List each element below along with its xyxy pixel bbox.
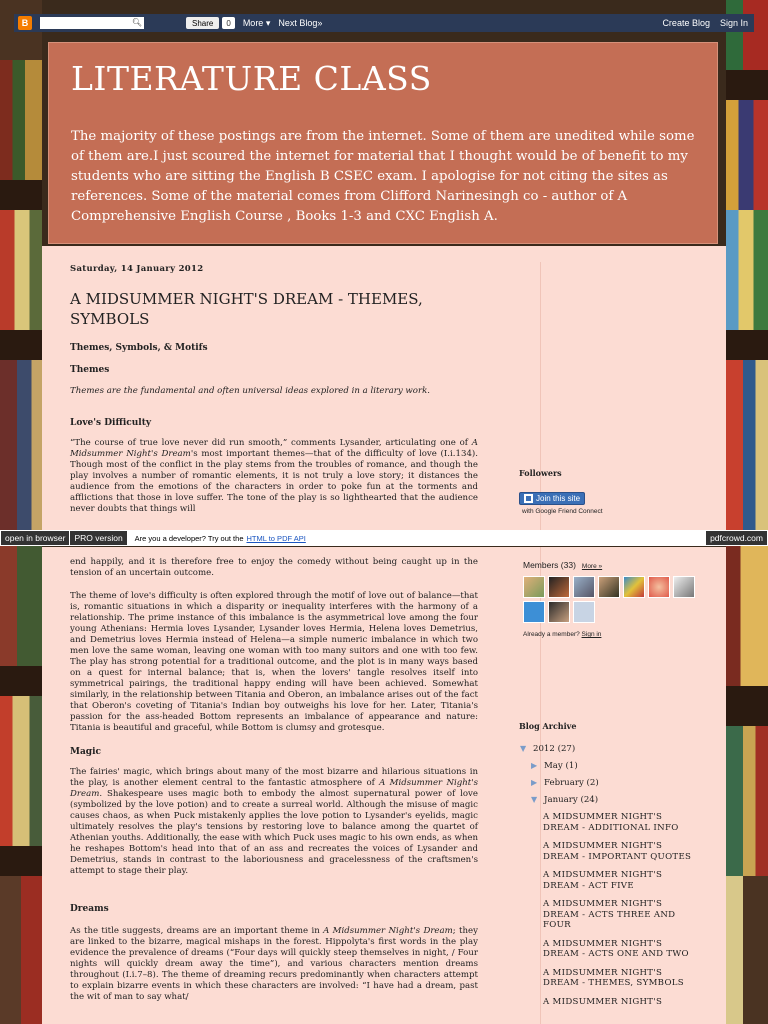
members-widget xyxy=(523,560,723,638)
join-site-label: Join this site xyxy=(536,494,581,503)
blogger-logo-icon[interactable]: B xyxy=(18,16,32,30)
blogger-navbar xyxy=(14,14,754,32)
search-icon[interactable]: 🔍︎ xyxy=(131,18,142,27)
dreams-paragraph xyxy=(70,926,478,1003)
archive-post-link[interactable]: A MIDSUMMER NIGHT'S DREAM - THEMES, SYMBOLS xyxy=(543,967,684,988)
create-blog-link[interactable]: Create Blog xyxy=(662,18,710,28)
blog-title[interactable]: LITERATURE CLASS xyxy=(71,59,432,98)
blog-header xyxy=(48,42,718,244)
avatar[interactable] xyxy=(548,601,570,623)
themes-heading: Themes xyxy=(70,365,110,375)
archive-month-label[interactable]: May xyxy=(544,760,563,771)
section-heading: Themes, Symbols, & Motifs xyxy=(70,343,208,353)
archive-post-link[interactable]: A MIDSUMMER NIGHT'S DREAM - IMPORTANT QUOTES xyxy=(543,841,692,862)
play-title-ref: A Midsummer Night's Dream xyxy=(70,438,478,459)
avatar[interactable] xyxy=(573,576,595,598)
developer-prompt: Are you a developer? Try out the xyxy=(134,533,244,543)
next-blog-link[interactable]: Next Blog» xyxy=(278,18,323,28)
archive-month-label[interactable]: January xyxy=(544,794,578,805)
members-more-link[interactable]: More » xyxy=(581,563,603,570)
member-avatars xyxy=(523,576,713,623)
post-continued xyxy=(70,557,478,1003)
expand-right-icon[interactable]: ▶ xyxy=(531,778,538,787)
play-title-ref: A Midsummer Night's Dream xyxy=(70,778,478,799)
pro-version-button[interactable]: PRO version xyxy=(70,531,126,545)
bookshelf-left xyxy=(0,0,42,1024)
archive-month-label[interactable]: February xyxy=(544,777,584,788)
loves-difficulty-continued: end happily, and it is therefore free to enjoy the comedy without being caught up in the tension of an uncertain outcome. xyxy=(70,557,478,578)
blog-description: The majority of these postings are from the internet. Some of them are unedited while some of them are.I just scoured the internet for material that I thought would be of benefit to my students who are sitting the English B CSEC exam. I apologise for not citing the sites as references. Some of the material comes from Clifford Narinesingh co - author of A Comprehensive English Course , Books 1-3 and CXC English A. xyxy=(71,129,695,224)
already-member-row xyxy=(523,631,723,638)
gfc-icon xyxy=(524,494,533,503)
magic-paragraph xyxy=(70,767,478,877)
archive-month-may[interactable] xyxy=(531,757,710,774)
text-run: ; they are linked to the bizarre, magical mishaps in the forest. Hippolyta's first words in the play evidence the prevalence of dreams (“Four days will quickly steep themselves in night, / Four nights will quickly dream away the time”), and various characters mention dreams throughout (I.i.7–8). The theme of dreaming recurs predominantly when characters attempt to explain bizarre events in which these characters are involved: “I have had a dream, past the wit of man to say what/ xyxy=(70,926,478,1002)
archive-month-january[interactable] xyxy=(531,791,710,808)
post-title[interactable]: A MIDSUMMER NIGHT'S DREAM - THEMES, SYMBOLS xyxy=(70,290,423,328)
expand-down-icon[interactable]: ▼ xyxy=(520,744,527,753)
archive-post-link[interactable]: A MIDSUMMER NIGHT'S DREAM - ACT FIVE xyxy=(543,870,663,891)
loves-difficulty-heading: Love's Difficulty xyxy=(70,418,152,428)
sign-in-link[interactable]: Sign In xyxy=(719,18,748,28)
followers-widget xyxy=(519,468,719,515)
blog-archive xyxy=(520,740,710,1015)
avatar[interactable] xyxy=(598,576,620,598)
bookshelf-right xyxy=(726,0,768,1024)
avatar[interactable] xyxy=(573,601,595,623)
open-in-browser-button[interactable]: open in browser xyxy=(1,531,69,545)
pdfcrowd-link[interactable]: pdfcrowd.com xyxy=(706,531,767,545)
dreams-heading: Dreams xyxy=(70,904,109,914)
archive-year-2012[interactable] xyxy=(520,740,710,757)
html-to-pdf-api-link[interactable]: HTML to PDF API xyxy=(246,533,306,543)
text-run: 's most important themes—that of the difficulty of love (I.i.134). Though most of the conflict in the play stems from the troubles of romance, and though the play involves a number of romantic elements, it is not truly a love story; it distances the audience from the emotions of the characters in order to poke fun at the torments and afflictions that those in love suffer. The tone of the play is so lighthearted that the audience never doubts that things will xyxy=(70,449,478,514)
archive-year-label[interactable]: 2012 xyxy=(533,743,555,754)
archive-post-link[interactable]: A MIDSUMMER NIGHT'S DREAM - ACTS THREE AND FOUR xyxy=(543,899,676,930)
text-run: . Shakespeare uses magic both to embody the almost supernatural power of love (symbolized by the love potion) and to create a surreal world. Although the misuse of magic causes chaos, as when Puck mistakenly applies the love potion to Lysander's eyelids, magic ultimately resolves the play's tensions by restoring love to balance among the quartet of Athenian youths. Additionally, the ease with which Puck uses magic to his own ends, as when he reshapes Bottom's head into that of an ass and recreates the voices of Lysander and Demetrius, stands in contrast to the laboriousness and gracelessness of the craftsmen's attempt to stage their play. xyxy=(70,789,478,876)
share-count: 0 xyxy=(222,17,234,29)
avatar[interactable] xyxy=(523,601,545,623)
blog-archive-heading: Blog Archive xyxy=(519,721,577,731)
navbar-search-input[interactable] xyxy=(40,17,144,29)
play-title-ref: A Midsummer Night's Dream xyxy=(323,926,453,936)
magic-heading: Magic xyxy=(70,747,101,757)
post-date: Saturday, 14 January 2012 xyxy=(70,264,204,274)
expand-right-icon[interactable]: ▶ xyxy=(531,761,538,770)
share-button[interactable]: Share xyxy=(186,17,219,29)
archive-month-count: (2) xyxy=(586,777,599,788)
avatar[interactable] xyxy=(523,576,545,598)
archive-month-count: (24) xyxy=(580,794,599,805)
members-count: Members (33) xyxy=(523,560,576,570)
followers-heading: Followers xyxy=(519,468,562,478)
join-site-button[interactable] xyxy=(519,492,585,505)
loves-difficulty-paragraph xyxy=(70,438,478,515)
post xyxy=(70,264,478,515)
text-run: As the title suggests, dreams are an important theme in xyxy=(70,926,324,936)
archive-post-link[interactable]: A MIDSUMMER NIGHT'S xyxy=(543,996,663,1007)
more-menu-button[interactable]: More ▾ xyxy=(242,17,271,28)
avatar[interactable] xyxy=(673,576,695,598)
join-site-row xyxy=(519,490,719,508)
text-run: “The course of true love never did run smooth,” comments Lysander, articulating one of xyxy=(70,438,472,448)
avatar[interactable] xyxy=(623,576,645,598)
expand-down-icon[interactable]: ▼ xyxy=(531,795,538,804)
loves-difficulty-paragraph-2: The theme of love's difficulty is often explored through the motif of love out of balance—that is, romantic situations in which a disparity or inequality interferes with the harmony of a relationship. The prime instance of this imbalance is the asymmetrical love among the four young Athenians: Hermia loves Lysander, Lysander loves Hermia, Helena loves Demetrius, and Demetrius loves Hermia instead of Helena—a simple numeric imbalance in which two men love the same woman, leaving one woman with too many suitors and one with too few. The play has strong potential for a traditional outcome, and the plot is in many ways based on a quest for internal balance; that is, when the lovers' tangle resolves itself into symmetrical pairings, the traditional happy ending will have been achieved. Somewhat similarly, in the relationship between Titania and Oberon, an imbalance arises out of the fact that Oberon's coveting of Titania's Indian boy outweighs his love for her. Later, Titania's passion for the ass-headed Bottom represents an imbalance of appearance and nature: Titania is beautiful and graceful, while Bottom is clumsy and grotesque. xyxy=(70,591,478,733)
main-content-page-1 xyxy=(42,246,726,530)
members-sign-in-link[interactable]: Sign in xyxy=(581,631,602,638)
avatar[interactable] xyxy=(648,576,670,598)
text-run: The fairies' magic, which brings about many of the most bizarre and hilarious situations in the play, is another element central to the fantastic atmosphere of xyxy=(70,767,478,788)
gfc-label: with Google Friend Connect xyxy=(522,508,603,515)
archive-post-link[interactable]: A MIDSUMMER NIGHT'S DREAM - ADDITIONAL INFO xyxy=(543,812,679,833)
pdfcrowd-bar xyxy=(0,530,768,546)
archive-month-february[interactable] xyxy=(531,774,710,791)
archive-post-link[interactable]: A MIDSUMMER NIGHT'S DREAM - ACTS ONE AND TWO xyxy=(543,938,689,959)
archive-year-count: (27) xyxy=(557,743,576,754)
archive-post-list xyxy=(520,812,710,1007)
themes-intro: Themes are the fundamental and often universal ideas explored in a literary work. xyxy=(70,386,431,396)
already-member-label: Already a member? xyxy=(523,631,580,638)
avatar[interactable] xyxy=(548,576,570,598)
archive-month-count: (1) xyxy=(565,760,578,771)
